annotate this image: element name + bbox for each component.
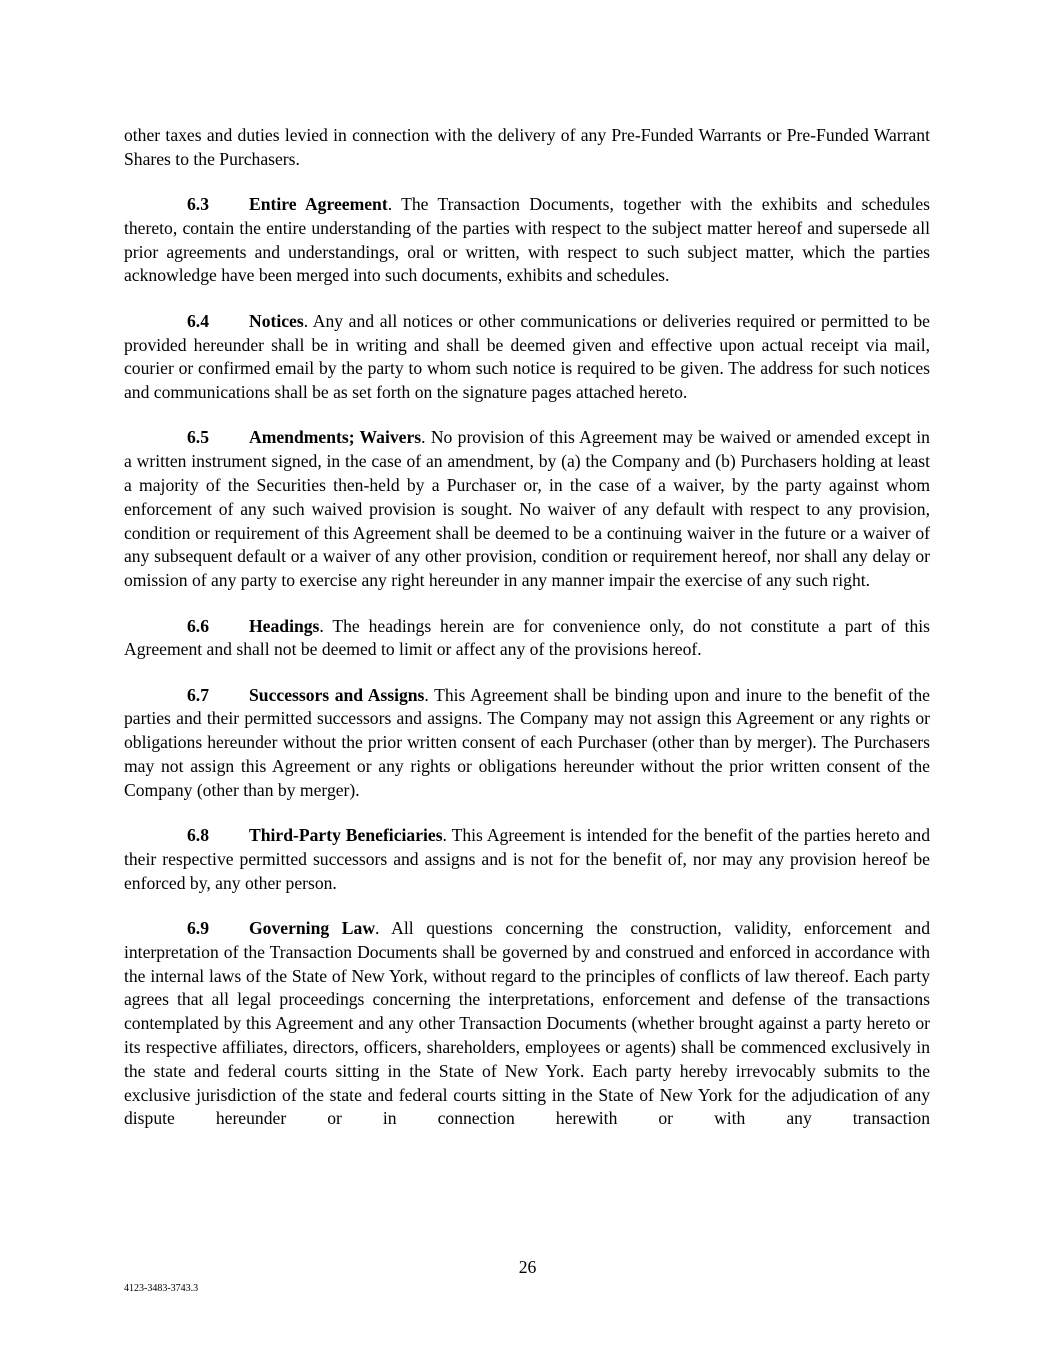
- section-6-9: [124, 917, 930, 1131]
- section-number: 6.6: [187, 615, 209, 636]
- section-title: Headings: [249, 615, 320, 636]
- section-6-8: [124, 824, 930, 895]
- document-body: [124, 124, 930, 1153]
- section-number: 6.7: [187, 684, 209, 705]
- section-number: 6.4: [187, 310, 209, 331]
- section-title: Third-Party Beneficiaries: [249, 825, 443, 846]
- document-id: 4123-3483-3743.3: [124, 1283, 199, 1294]
- section-number: 6.8: [187, 825, 209, 846]
- section-6-6: [124, 615, 930, 663]
- section-text: . All questions concerning the construction, validity, enforcement and interpretation of the Transaction Documents shall be governed by and construed and enforced in accordance with the internal laws of the State of New York, without regard to the principles of conflicts of law thereof. Each party agrees that all legal proceedings concerning the interpretations, enforcement and defense of the transactions contemplated by this Agreement and any other Transaction Documents (whether brought against a party hereto or its respective affiliates, directors, officers, shareholders, employees or agents) shall be commenced exclusively in the state and federal courts sitting in the State of New York. Each party hereby irrevocably submits to the exclusive jurisdiction of the state and federal courts sitting in the State of New York for the adjudication of any dispute hereunder or in connection herewith or with any transaction: [124, 918, 930, 1129]
- section-title: Amendments; Waivers: [249, 427, 422, 448]
- section-title: Notices: [249, 310, 304, 331]
- section-6-4: [124, 310, 930, 405]
- section-title: Entire Agreement: [249, 194, 388, 215]
- section-number: 6.5: [187, 427, 209, 448]
- section-title: Governing Law: [249, 918, 376, 939]
- page-number: 26: [518, 1257, 537, 1277]
- section-6-5: [124, 426, 930, 593]
- section-text: . This Agreement is intended for the benefit of the parties hereto and their respective permitted successors and assigns and is not for the benefit of, nor may any provision hereof be enforced by, any other person.: [124, 825, 930, 893]
- section-number: 6.3: [187, 194, 209, 215]
- continuation-paragraph: other taxes and duties levied in connection with the delivery of any Pre-Funded Warrants or Pre-Funded Warrant Shares to the Purchasers.: [124, 125, 930, 169]
- section-6-7: [124, 684, 930, 803]
- section-title: Successors and Assigns: [249, 684, 425, 705]
- section-text: . This Agreement shall be binding upon and inure to the benefit of the parties and their permitted successors and assigns. The Company may not assign this Agreement or any rights or obligations hereunder without the prior written consent of each Purchaser (other than by merger). The Purchasers may not assign this Agreement or any rights or obligations hereunder without the prior written consent of the Company (other than by merger).: [124, 684, 930, 800]
- section-number: 6.9: [187, 918, 209, 939]
- section-text: . No provision of this Agreement may be waived or amended except in a written instrument signed, in the case of an amendment, by (a) the Company and (b) Purchasers holding at least a majority of the Securities then-held by a Purchaser or, in the case of a waiver, by the party against whom enforcement of any such waived provision is sought. No waiver of any default with respect to any provision, condition or requirement of this Agreement shall be deemed to be a continuing waiver in the future or a waiver of any subsequent default or a waiver of any other provision, condition or requirement hereof, nor shall any delay or omission of any party to exercise any right hereunder in any manner impair the exercise of any such right.: [124, 427, 930, 591]
- section-6-3: [124, 193, 930, 288]
- section-text: . Any and all notices or other communications or deliveries required or permitted to be provided hereunder shall be in writing and shall be deemed given and effective upon actual receipt via mail, courier or confirmed email by the party to whom such notice is required to be given. The address for such notices and communications shall be as set forth on the signature pages attached hereto.: [124, 310, 930, 403]
- section-text: . The headings herein are for convenience only, do not constitute a part of this Agreement and shall not be deemed to limit or affect any of the provisions hereof.: [124, 615, 930, 660]
- section-text: . The Transaction Documents, together with the exhibits and schedules thereto, contain the entire understanding of the parties with respect to the subject matter hereof and supersede all prior agreements and understandings, oral or written, with respect to such subject matter, which the parties acknowledge have been merged into such documents, exhibits and schedules.: [124, 194, 930, 286]
